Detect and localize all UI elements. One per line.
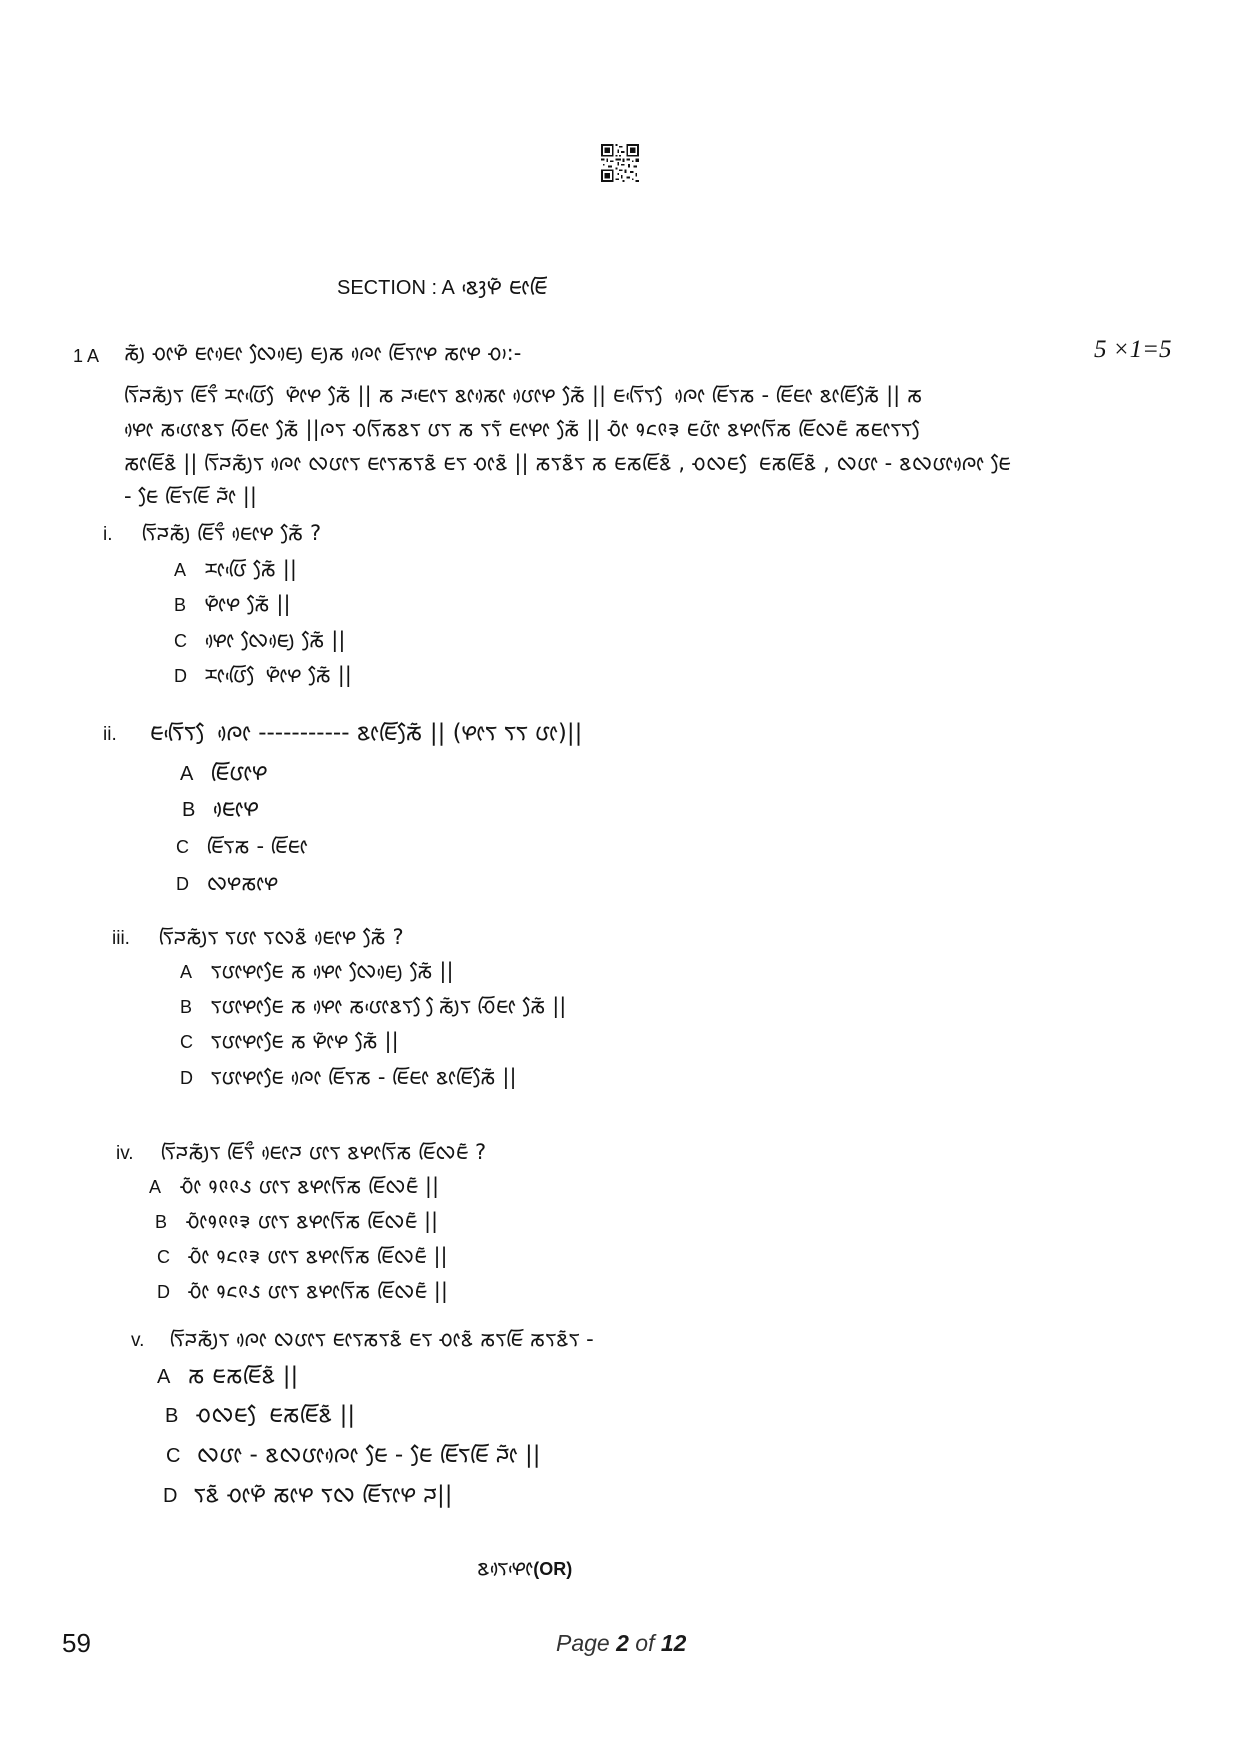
option-label: D [180, 1068, 193, 1088]
page-total: 12 [660, 1630, 687, 1656]
option-label: C [174, 631, 187, 651]
option-c [180, 1026, 399, 1057]
option-a [180, 956, 454, 987]
subquestion-ii [103, 718, 582, 750]
or-english-text: (OR) [533, 1559, 573, 1579]
section-title: ᰣᰫᰵᰋᰶ ᰀᰦᰀᰩ [461, 275, 548, 300]
option-label: C [166, 1445, 181, 1467]
subquestion-text: ᰛᰩᰎᰕᰪᰶ ᰀᰩᰛᰰ ᰀᰦᰴᰋ ᰕᰧᰶ ? [141, 521, 322, 545]
marks-allocation: 5 ×1=5 [1094, 336, 1172, 363]
option-c [176, 831, 308, 862]
option-text: ᰆᰦᰶ᱁᱉᱉᱃ ᰂᰦᰛ ᰣᰋᰦᰛᰩᰕ ᰀᰩᰜᰀᰶ || [185, 1209, 439, 1233]
option-label: C [157, 1247, 170, 1267]
question-instruction: ᰕᰪᰶ ᰆᰦᰋᰶ ᰀᰦᰀᰦᰴ ᰜᰧᰀᰪᰴ ᰀᰪᰕ ᰍᰦᰴ ᰀᰩᰛᰦᰋ ᰕᰦᰋ ᰆᰥ:- [124, 341, 522, 365]
option-c [166, 1440, 541, 1471]
subquestion-number: iv. [116, 1143, 134, 1164]
section-label: SECTION : A [337, 277, 455, 299]
option-label: D [157, 1282, 170, 1302]
option-d [180, 1062, 517, 1093]
subquestion-number: v. [131, 1330, 145, 1351]
option-text: ᰛᰂᰦᰋᰦᰀᰧ ᰕ ᰋᰦᰴ ᰜᰧᰀᰪᰴ ᰕᰧᰶ || [210, 959, 454, 983]
option-b [182, 794, 259, 825]
question-number-text: 1 A [73, 346, 100, 366]
option-text: ᰛᰂᰦᰋᰦᰀᰧ ᰕ ᰋᰦᰶᰋ ᰕᰧᰶ || [210, 1029, 399, 1053]
option-label: D [163, 1485, 178, 1507]
page-word: Page [556, 1630, 610, 1656]
subquestion-number: i. [103, 524, 113, 545]
option-text: ᰕ ᰀᰕᰀᰩᰣᰶ || [187, 1363, 299, 1389]
option-label: B [180, 997, 193, 1017]
subquestion-text: ᰛᰩᰎᰕᰪᰶᰛ ᰍᰦᰴ ᰜᰂᰦᰛ ᰀᰦᰛᰕᰛᰣᰶ ᰀᰛ ᰆᰦᰣᰶ ᰕᰛᰀᰩ ᰕᰛᰣᰶᰛ - [169, 1327, 594, 1351]
option-text: ᰆᰦᰶ ᱁᱈᱉᱃ ᰂᰦᰛ ᰣᰋᰦᰛᰩᰕ ᰀᰩᰜᰀᰶ || [187, 1244, 448, 1268]
option-label: D [174, 666, 187, 686]
subquestion-number: ii. [103, 724, 117, 745]
option-text: ᰋᰦᰴ ᰜᰧᰀᰪᰴ ᰕᰧᰶ || [204, 628, 346, 652]
subquestion-number: iii. [112, 928, 130, 949]
option-a [157, 1361, 298, 1392]
option-text: ᰀᰩᰂᰦᰋ [210, 760, 268, 786]
option-text: ᰆᰦᰶ ᱁᱈᱉᱆ ᰂᰦᰛ ᰣᰋᰦᰛᰩᰕ ᰀᰩᰜᰀᰶ || [187, 1279, 448, 1303]
or-native-text: ᰣᰛᰴᰋᰦᰵ [477, 1556, 534, 1580]
option-text: ᰀᰦᰴᰋ [212, 796, 259, 822]
section-heading [337, 272, 547, 303]
subquestion-text: ᰀᰛᰩᰵᰛ ᰧ ᰍᰦᰴ ----------- ᰣᰦᰀᰩᰕᰧᰶ || (ᰋᰦᰛ ᰛᰛ ᰂᰦ)|| [149, 720, 583, 746]
option-c [174, 625, 345, 656]
page-of: of [635, 1630, 655, 1656]
option-label: A [174, 560, 187, 580]
question-number [73, 340, 99, 371]
option-a [180, 758, 268, 789]
option-label: D [176, 874, 189, 894]
option-d [157, 1276, 448, 1307]
option-label: B [174, 595, 187, 615]
passage-line: ᰛᰩᰎᰕᰪᰶᰛ ᰀᰩᰛᰰ ᰌᰦᰂᰩᰵ ᰧ ᰋᰦᰶᰋ ᰕᰧᰶ || ᰕ ᰎᰀᰦᰵᰛ ᰣᰦᰕᰦᰴ ᰂᰦᰴᰋ ᰕᰧᰶ || ᰀᰛᰩᰵᰛ ᰧ ᰍᰦᰴ ᰀᰩᰛᰕ - ᰀᰩᰀᰦ ᰣᰦᰀᰩᰕᰧᰶ || ᰕ [124, 383, 923, 407]
option-b [155, 1206, 438, 1237]
subquestion-i [103, 518, 321, 550]
subquestion-iv [116, 1137, 486, 1169]
subquestion-text: ᰛᰩᰎᰕᰪᰶᰛ ᰛᰂᰦ ᰛᰜᰣᰶ ᰀᰦᰴᰋ ᰕᰧᰶ ? [158, 925, 404, 949]
option-b [174, 589, 291, 620]
option-text: ᰛᰂᰦᰋᰦᰀᰧ ᰕ ᰋᰦᰴ ᰕᰂᰦᰵᰣᰛ ᰧ ᰧᰕᰪᰶᰛ ᰆᰩᰀᰦ ᰕᰧᰶ || [210, 994, 567, 1018]
option-text: ᰜᰂᰦ - ᰣᰜᰂᰦᰍᰦᰴ ᰀᰧ - ᰀᰧ ᰀᰩᰛᰀᰩ ᰎᰦᰶ || [196, 1442, 541, 1468]
option-label: C [180, 1032, 193, 1052]
option-b [180, 991, 566, 1022]
option-label: B [182, 799, 196, 821]
option-d [163, 1480, 453, 1511]
subquestion-iii [112, 922, 404, 954]
option-label: A [180, 962, 193, 982]
option-text: ᰌᰦᰂᰩᰵ ᰧ ᰋᰦᰶᰋ ᰕᰧᰶ || [204, 663, 352, 687]
passage-line: - ᰀᰧ ᰀᰩᰛᰀᰩ ᰎᰦᰶ || [124, 484, 257, 508]
option-text: ᰜᰋᰕᰦᰋ [206, 871, 279, 895]
passage-line: ᰋᰦᰴ ᰕᰂᰦᰵᰣᰛ ᰆᰩᰀᰦ ᰕᰧᰶ ||ᰍᰛ ᰆᰛᰩᰕᰣᰛ ᰂᰛ ᰕ ᰛᰛᰶ ᰀᰦᰋᰦ ᰕᰧᰶ || ᰆᰦᰶ ᱁᱈᱉᱃ ᰀᰂᰦᰶ ᰣᰋᰦᰛᰩᰕ ᰀᰩᰜᰀᰶ ᰕᰀᰦᰛᰛ ᰧ [124, 417, 925, 441]
page-number [556, 1628, 686, 1658]
option-text: ᰛᰣᰶ ᰆᰦᰋᰶ ᰕᰦᰋ ᰛᰜ ᰀᰩᰛᰦᰋ ᰎ|| [193, 1482, 453, 1508]
paper-code: 59 [62, 1628, 91, 1658]
option-c [157, 1241, 448, 1272]
subquestion-v [131, 1324, 594, 1356]
option-text: ᰆᰦᰶ ᱁᱉᱉᱆ ᰂᰦᰛ ᰣᰋᰦᰛᰩᰕ ᰀᰩᰜᰀᰶ || [179, 1174, 440, 1198]
option-label: B [165, 1405, 179, 1427]
passage-line: ᰕᰦᰀᰩᰣᰶ || ᰛᰩᰎᰕᰪᰶᰛ ᰍᰦᰴ ᰜᰂᰦᰛ ᰀᰦᰛᰕᰛᰣᰶ ᰀᰛ ᰆᰦᰣᰶ || ᰕᰛᰣᰶᰛ ᰕ ᰀᰕᰀᰩᰣᰶ , ᰆᰜᰀ ᰧ ᰀᰕᰀᰩᰣᰶ , ᰜᰂᰦ - ᰣᰜᰂᰦᰍᰦᰴ ᰀᰧ [124, 451, 1011, 475]
option-label: A [180, 763, 194, 785]
option-label: A [157, 1366, 171, 1388]
option-text: ᰆᰜᰀ ᰧ ᰀᰕᰀᰩᰣᰶ || [195, 1402, 356, 1428]
qr-code [601, 144, 639, 182]
subquestion-text: ᰛᰩᰎᰕᰪᰶᰛ ᰀᰩᰛᰰ ᰀᰦᰴᰎ ᰂᰦᰛ ᰣᰋᰦᰛᰩᰕ ᰀᰩᰜᰀᰶ ? [160, 1140, 487, 1164]
option-a [149, 1171, 439, 1202]
option-d [174, 660, 352, 691]
option-text: ᰋᰦᰶᰋ ᰕᰧᰶ || [204, 592, 291, 616]
option-a [174, 554, 297, 585]
option-d [176, 868, 278, 899]
page-current: 2 [616, 1630, 629, 1656]
or-divider [477, 1553, 572, 1584]
option-text: ᰛᰂᰦᰋᰦᰀᰧ ᰍᰦᰴ ᰀᰩᰛᰕ - ᰀᰩᰀᰦ ᰣᰦᰀᰩᰕᰧᰶ || [210, 1065, 517, 1089]
option-label: A [149, 1177, 162, 1197]
option-label: B [155, 1212, 168, 1232]
option-text: ᰀᰩᰛᰕ - ᰀᰩᰀᰦ [206, 834, 308, 858]
option-b [165, 1400, 355, 1431]
option-text: ᰌᰦᰂᰩᰵ ᰕᰧᰶ || [204, 557, 297, 581]
option-label: C [176, 837, 189, 857]
